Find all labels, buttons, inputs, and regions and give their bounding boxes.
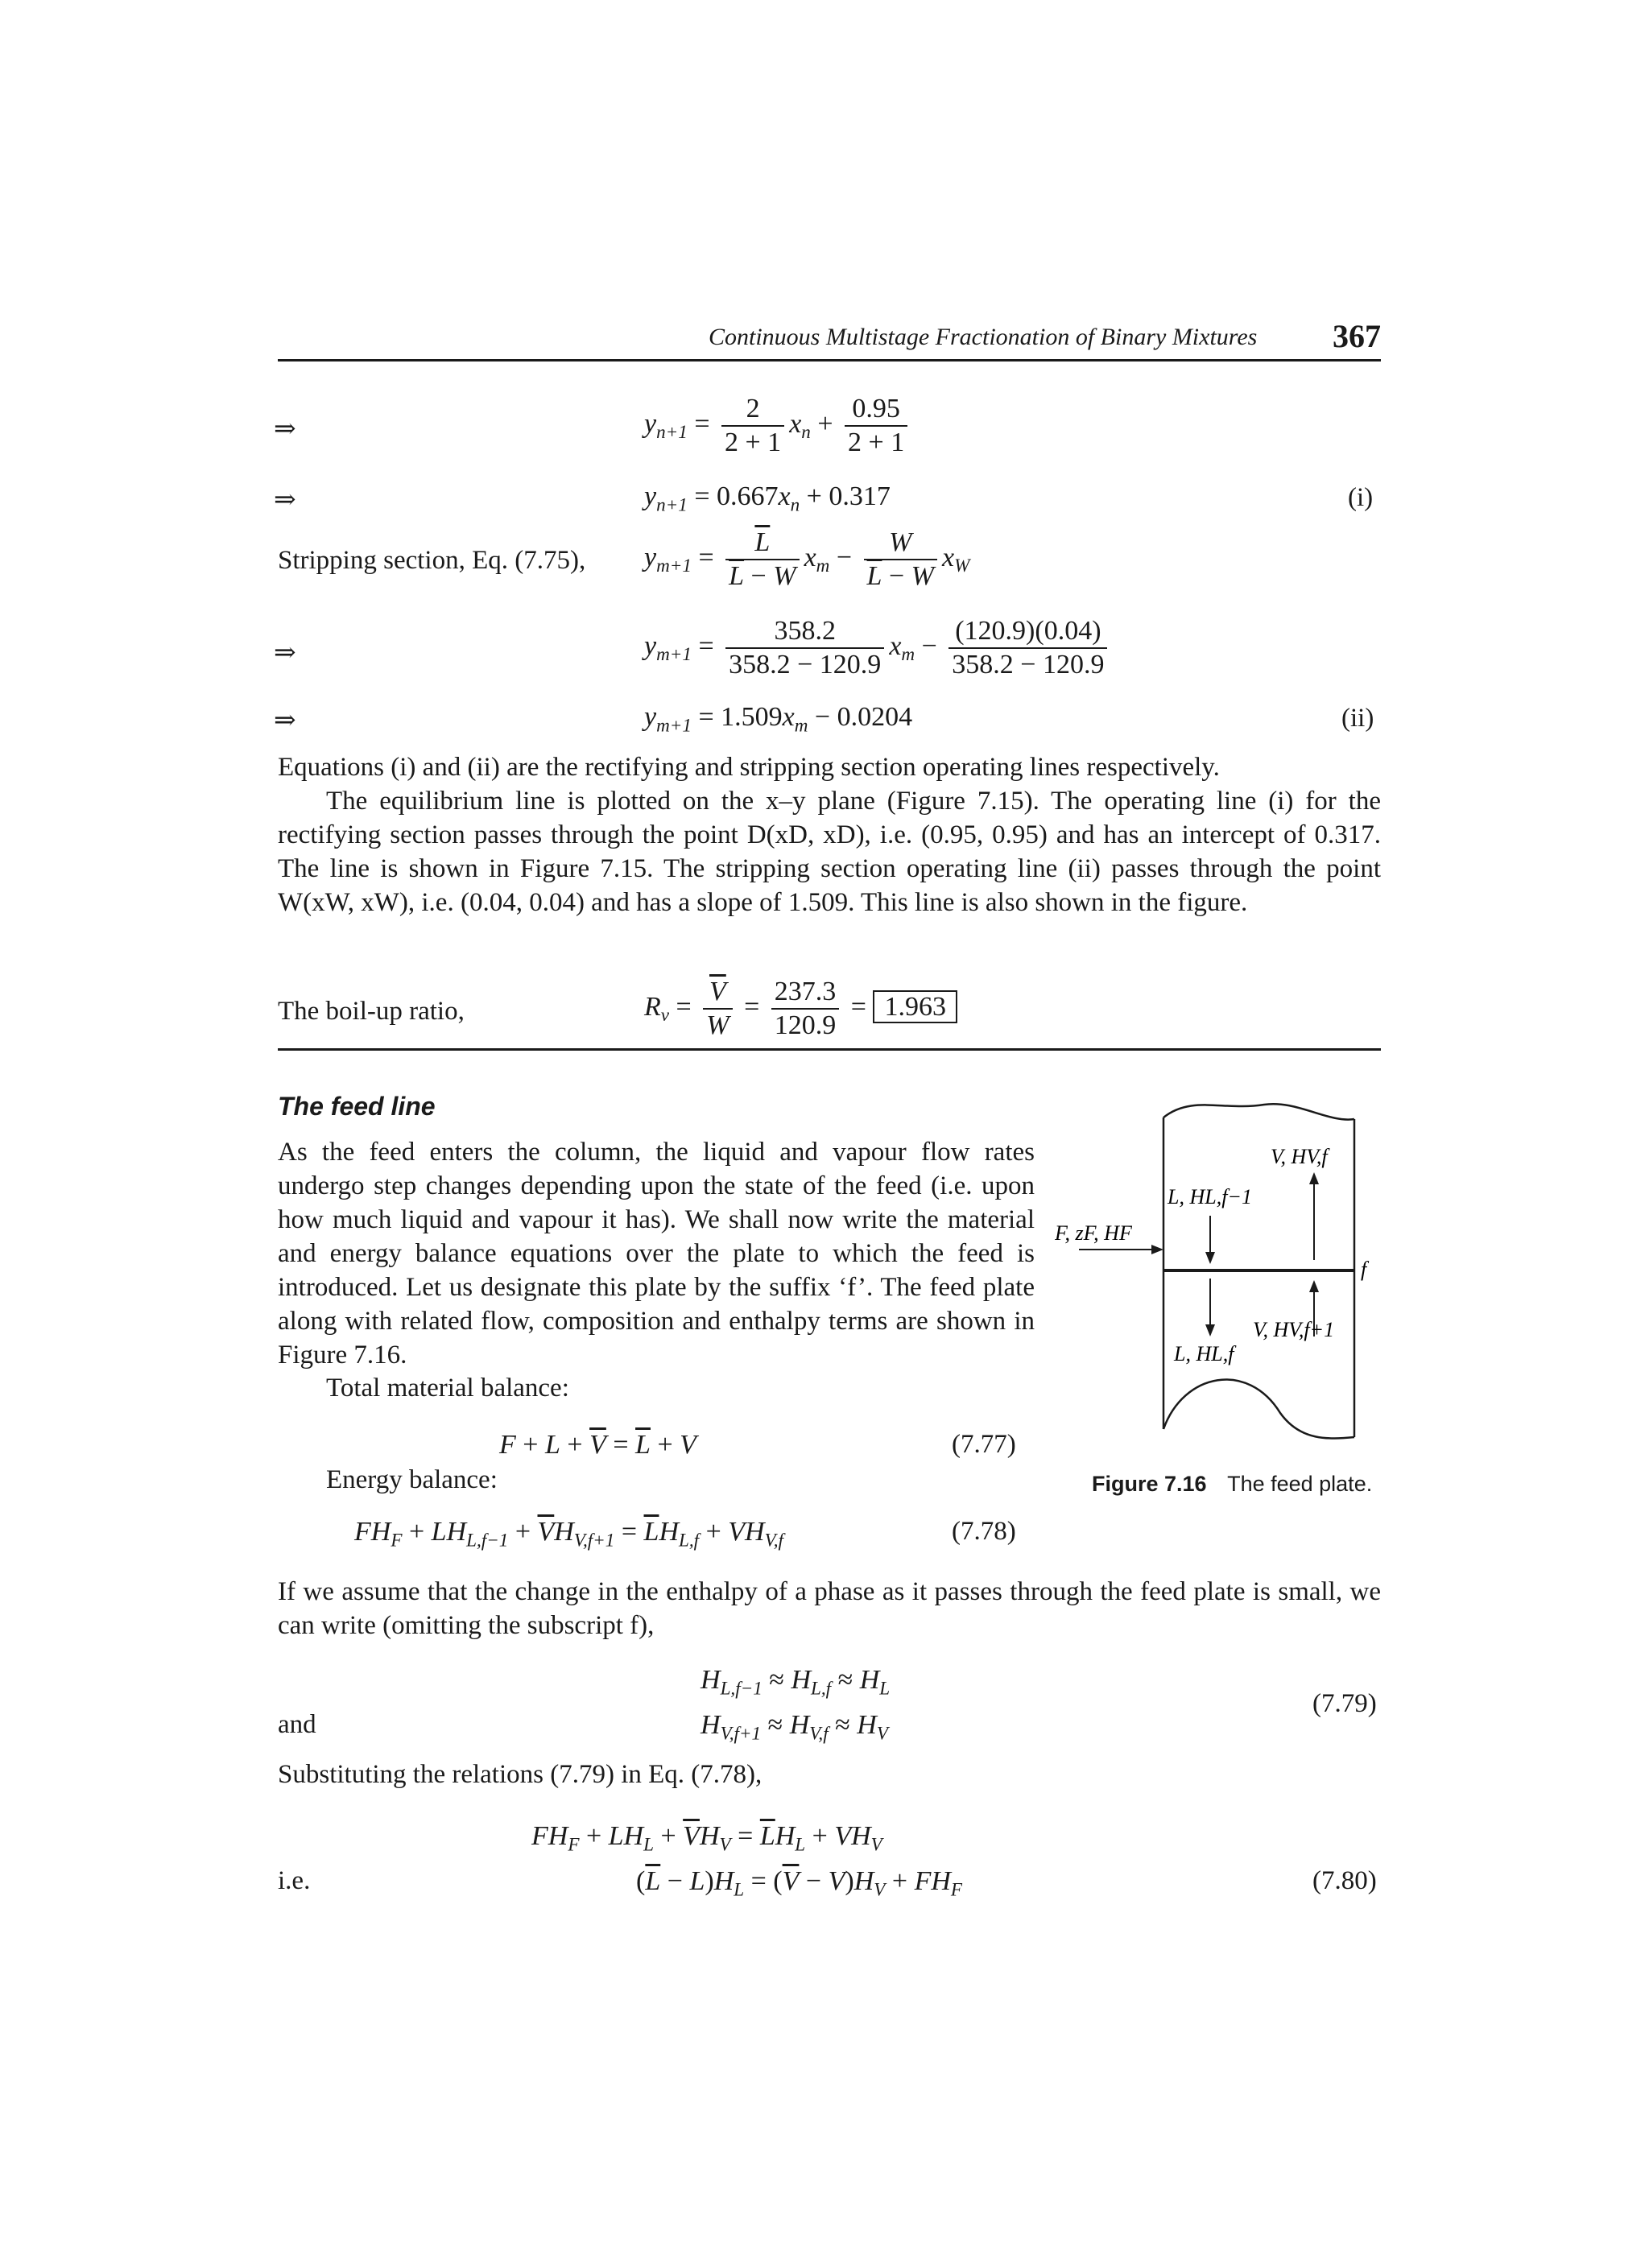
- running-title: Continuous Multistage Fractionation of Binary Mixtures: [709, 324, 1258, 350]
- label-vapour-in: V, HV,f+1: [1253, 1318, 1335, 1341]
- boilup-label: The boil-up ratio,: [278, 997, 465, 1026]
- label-feed: F, zF, HF: [1055, 1221, 1132, 1245]
- paragraph-operating-lines: Equations (i) and (ii) are the rectifying and stripping section operating lines respectively.: [278, 753, 1220, 782]
- equation-7-77: $F + L + \overline{V} = \overline{L} + V$: [499, 1430, 696, 1460]
- equation-7-80: $(\overline{L} - L)H_L = (\overline{V} - V)H_V + FH_F$: [636, 1866, 963, 1901]
- vapour-out-arrow-head: [1309, 1172, 1319, 1184]
- feed-arrow-head: [1151, 1245, 1163, 1254]
- equation-substituted: $FH_F + LH_L + \overline{V}H_V = \overline{L}H_L + VH_V$: [531, 1821, 882, 1856]
- label-vapour-out: V, HV,f: [1271, 1145, 1328, 1168]
- label-liquid-in: L, HL,f−1: [1168, 1185, 1252, 1208]
- feed-heading: The feed line: [278, 1092, 436, 1121]
- equation-label-7-80: (7.80): [1312, 1866, 1377, 1895]
- implies-arrow-4: ⇒: [274, 706, 296, 735]
- ie-label: i.e.: [278, 1866, 311, 1895]
- equation-label-i: (i): [1348, 483, 1374, 512]
- page-number: 367: [1333, 318, 1381, 354]
- substituting-text: Substituting the relations (7.79) in Eq. (7.78),: [278, 1760, 763, 1789]
- feed-paragraph: As the feed enters the column, the liquid and vapour flow rates undergo step changes depending upon the state of the feed (i.e. upon how much liquid and vapour it has). We shall now write the material and energy balance equations over the plate to which the feed is introduced. Let us designate this plate by the suffix ‘f’. The feed plate along with related flow, composition and enthalpy terms are shown in Figure 7.16.: [278, 1138, 1035, 1369]
- section-rule: [278, 1048, 1381, 1051]
- implies-arrow-1: ⇒: [274, 415, 296, 444]
- vapour-in-arrow-head: [1309, 1280, 1319, 1292]
- liquid-in-arrow-head: [1205, 1252, 1215, 1264]
- paragraph-enthalpy-assumption: If we assume that the change in the enthalpy of a phase as it passes through the feed plate is small, we can write (omitting the subscript f),: [278, 1577, 1381, 1640]
- figure-caption: [1092, 1472, 1372, 1497]
- column-top-edge: [1163, 1104, 1354, 1119]
- total-balance-label: Total material balance:: [326, 1374, 569, 1403]
- boilup-equation: $R_v$ = $\frac{\overline{V}}{W}$ = $\frac{237.3}{120.9}$ = 1.963: [644, 976, 957, 1042]
- and-label: and: [278, 1710, 316, 1739]
- stripping-label: Stripping section, Eq. (7.75),: [278, 546, 586, 575]
- implies-arrow-3: ⇒: [274, 638, 296, 667]
- equation-label-7-77: (7.77): [952, 1430, 1016, 1459]
- equation-rectifying-fraction: $y_{n+1}$ = $\frac{2}{2 + 1}$ $x_n$ + $\frac{0.95}{2 + 1}$: [644, 393, 912, 459]
- figure-caption-label: Figure 7.16: [1092, 1472, 1207, 1496]
- equation-label-7-78: (7.78): [952, 1517, 1016, 1546]
- equation-label-ii: (ii): [1341, 704, 1374, 733]
- paragraph-equilibrium: The equilibrium line is plotted on the x–y plane (Figure 7.15). The operating line (i) for the rectifying section passes through the point D(xD, xD), i.e. (0.95, 0.95) and has an intercept of 0.317. The line is shown in Figure 7.15. The stripping section operating line (ii) passes through the point W(xW, xW), i.e. (0.04, 0.04) and has a slope of 1.509. This line is also shown in the figure.: [278, 787, 1381, 917]
- figure-caption-text: The feed plate.: [1227, 1472, 1373, 1496]
- feed-plate-figure: [1055, 1095, 1377, 1465]
- equation-label-7-79: (7.79): [1312, 1689, 1377, 1718]
- label-plate: f: [1361, 1258, 1367, 1281]
- energy-balance-label: Energy balance:: [326, 1465, 498, 1494]
- liquid-out-arrow-head: [1205, 1324, 1215, 1336]
- equation-rectifying-line: $y_{n+1} = 0.667x_n + 0.317$: [644, 481, 891, 516]
- equation-stripping-line: $y_{m+1} = 1.509x_m - 0.0204$: [644, 702, 913, 737]
- equation-stripping-general: $y_{m+1}$ = $\frac{\overline{L}}{\overline{L} - W}$ $x_m$ − $\frac{W}{\overline{L} - W}$ $x_W$: [644, 527, 970, 591]
- equation-7-79-liquid: $H_{L,f-1} \approx H_{L,f} \approx H_L$: [701, 1665, 891, 1700]
- header-rule: [278, 359, 1381, 361]
- equation-7-78: $FH_F + LH_{L,f-1} + \overline{V}H_{V,f+1} = \overline{L}H_{L,f} + VH_{V,f}$: [354, 1517, 783, 1551]
- column-bottom-edge: [1163, 1380, 1354, 1439]
- label-liquid-out: L, HL,f: [1174, 1342, 1234, 1365]
- boilup-result: 1.963: [873, 990, 957, 1023]
- equation-7-79-vapour: $H_{V,f+1} \approx H_{V,f} \approx H_V$: [701, 1710, 888, 1745]
- implies-arrow-2: ⇒: [274, 485, 296, 514]
- equation-stripping-numeric: $y_{m+1}$ = $\frac{358.2}{358.2 - 120.9}$ $x_m$ − $\frac{(120.9)(0.04)}{358.2 - 120.9}$: [644, 615, 1112, 681]
